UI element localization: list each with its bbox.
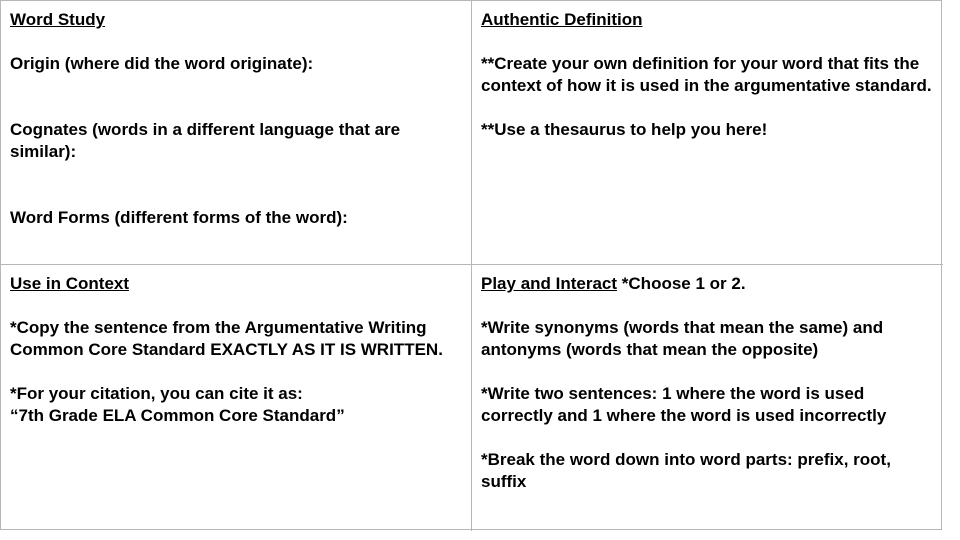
play-and-interact-title xyxy=(481,273,934,295)
authentic-definition-heading: Authentic Definition xyxy=(481,10,643,29)
play-and-interact-cell xyxy=(472,265,943,531)
word-study-cell xyxy=(1,1,472,265)
synonyms-option: *Write synonyms (words that mean the same) and antonyms (words that mean the opposite) xyxy=(481,318,884,359)
authentic-definition-cell xyxy=(472,1,943,265)
use-in-context-heading: Use in Context xyxy=(10,274,130,293)
play-and-interact-heading: Play and Interact xyxy=(481,274,618,293)
sentences-option: *Write two sentences: 1 where the word is used correctly and 1 where the word is used incorrectly xyxy=(481,384,887,425)
definition-instruction: **Create your own definition for your word that fits the context of how it is used in the argumentative standard. xyxy=(481,54,932,95)
cognates-prompt: Cognates (words in a different language that are similar): xyxy=(10,120,401,161)
word-study-heading: Word Study xyxy=(10,10,106,29)
word-parts-option: *Break the word down into word parts: prefix, root, suffix xyxy=(481,450,891,491)
choose-note: *Choose 1 or 2. xyxy=(617,274,746,293)
origin-prompt: Origin (where did the word originate): xyxy=(10,54,314,73)
citation-instruction: *For your citation, you can cite it as: xyxy=(10,384,303,403)
use-in-context-cell xyxy=(1,265,472,531)
word-forms-prompt: Word Forms (different forms of the word): xyxy=(10,208,348,227)
thesaurus-instruction: **Use a thesaurus to help you here! xyxy=(481,120,768,139)
citation-text: “7th Grade ELA Common Core Standard” xyxy=(10,406,345,425)
copy-sentence-instruction: *Copy the sentence from the Argumentative Writing Common Core Standard EXACTLY AS IT IS WRITTEN. xyxy=(10,318,443,359)
